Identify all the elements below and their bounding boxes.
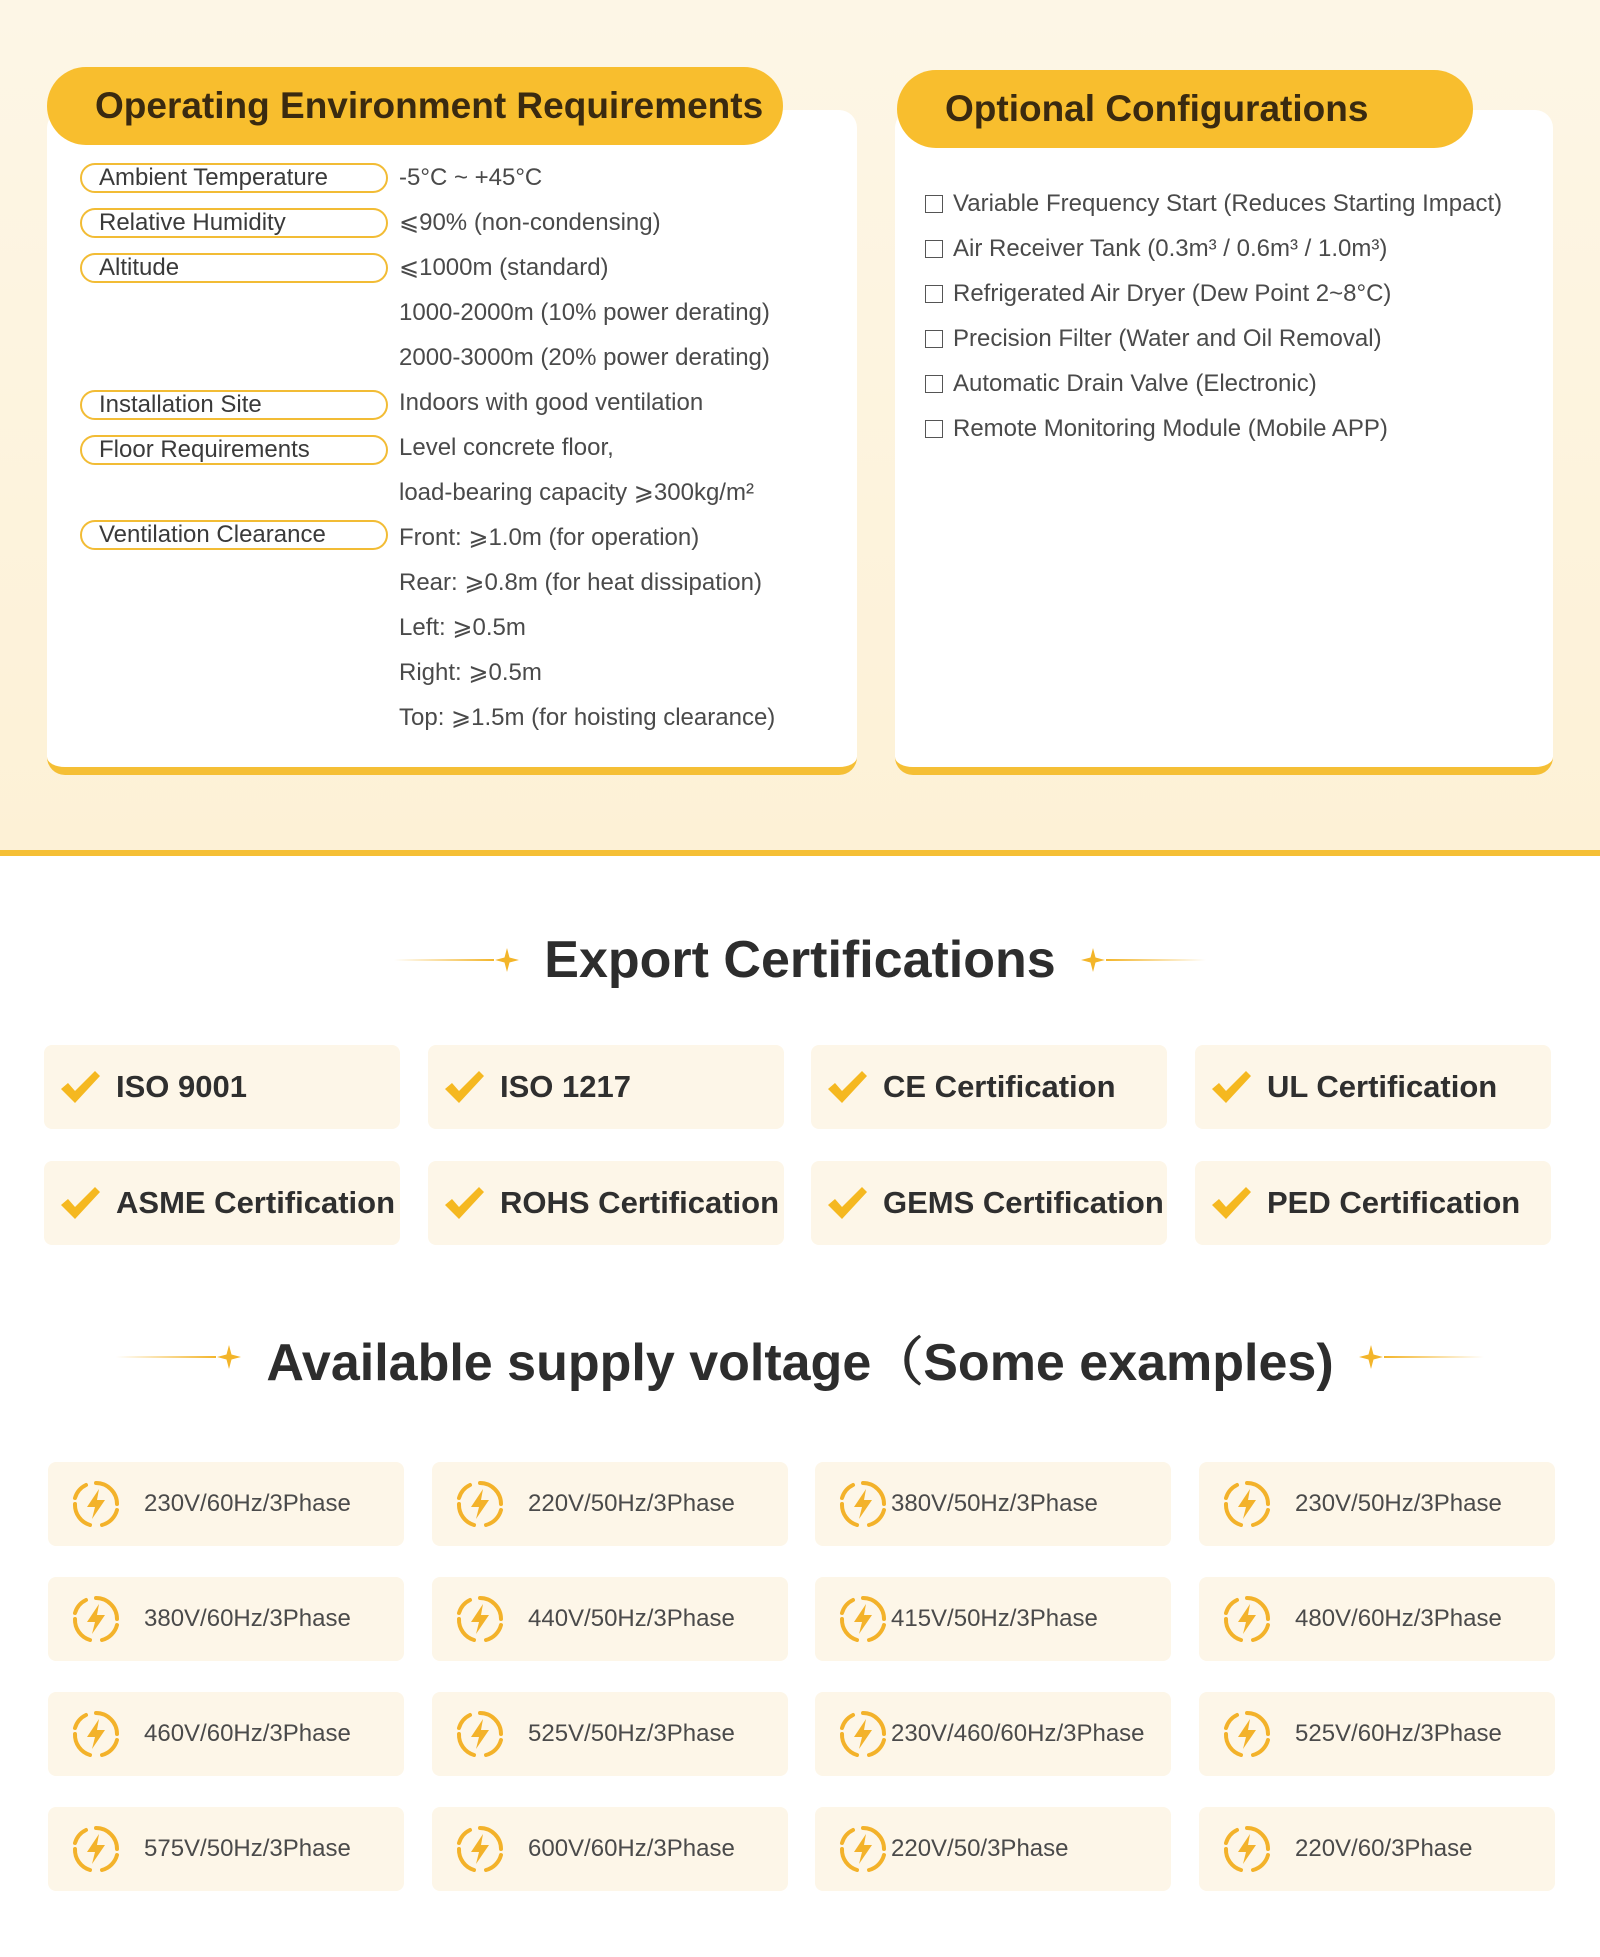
environment-title: Operating Environment Requirements bbox=[47, 67, 783, 145]
voltage-label: 220V/50Hz/3Phase bbox=[528, 1490, 735, 1517]
certifications-title: Export Certifications bbox=[544, 931, 1056, 989]
certification-label: GEMS Certification bbox=[883, 1185, 1164, 1220]
voltage-label: 600V/60Hz/3Phase bbox=[528, 1835, 735, 1862]
lightning-bolt-icon bbox=[839, 1825, 887, 1873]
lightning-bolt-icon bbox=[456, 1825, 504, 1873]
env-value: Left: ⩾0.5m bbox=[399, 614, 526, 641]
voltage-tile bbox=[1199, 1577, 1555, 1661]
voltage-tile bbox=[1199, 1692, 1555, 1776]
voltage-tile bbox=[432, 1692, 788, 1776]
env-label-floor-requirements: Floor Requirements bbox=[80, 435, 388, 465]
certification-label: ROHS Certification bbox=[500, 1185, 780, 1220]
optional-item bbox=[925, 188, 1502, 220]
optional-item bbox=[925, 368, 1317, 400]
voltage-tile bbox=[48, 1807, 404, 1891]
env-label-ambient-temperature: Ambient Temperature bbox=[80, 163, 388, 193]
env-value: load-bearing capacity ⩾300kg/m² bbox=[399, 479, 754, 506]
optional-item-label: Precision Filter (Water and Oil Removal) bbox=[953, 325, 1382, 352]
certification-label: UL Certification bbox=[1267, 1069, 1498, 1104]
voltage-label: 525V/50Hz/3Phase bbox=[528, 1720, 735, 1747]
checkmark-icon bbox=[443, 1069, 485, 1105]
sparkle-icon bbox=[494, 947, 520, 973]
lightning-bolt-icon bbox=[72, 1595, 120, 1643]
certification-tile bbox=[44, 1045, 400, 1129]
checkmark-icon bbox=[443, 1185, 485, 1221]
env-value: 1000-2000m (10% power derating) bbox=[399, 299, 770, 326]
lightning-bolt-icon bbox=[1223, 1825, 1271, 1873]
env-value: Level concrete floor, bbox=[399, 434, 614, 461]
voltage-title: Available supply voltage（Some examples) bbox=[266, 1333, 1334, 1392]
heading-decoration-left bbox=[116, 1344, 242, 1370]
certifications-heading bbox=[0, 925, 1600, 995]
optional-title: Optional Configurations bbox=[897, 70, 1473, 148]
voltage-tile bbox=[432, 1462, 788, 1546]
voltage-tile bbox=[48, 1577, 404, 1661]
checkmark-icon bbox=[1210, 1069, 1252, 1105]
env-label-relative-humidity: Relative Humidity bbox=[80, 208, 388, 238]
optional-item bbox=[925, 278, 1391, 310]
voltage-label: 440V/50Hz/3Phase bbox=[528, 1605, 735, 1632]
voltage-label: 220V/50/3Phase bbox=[891, 1835, 1069, 1862]
checkbox-icon bbox=[925, 240, 943, 258]
voltage-tile bbox=[1199, 1807, 1555, 1891]
voltage-tile bbox=[432, 1577, 788, 1661]
env-value: -5°C ~ +45°C bbox=[399, 164, 543, 191]
optional-item-label: Air Receiver Tank (0.3m³ / 0.6m³ / 1.0m³) bbox=[953, 235, 1388, 262]
voltage-tile bbox=[1199, 1462, 1555, 1546]
certification-label: CE Certification bbox=[883, 1069, 1116, 1104]
voltage-tile bbox=[432, 1807, 788, 1891]
certification-tile bbox=[1195, 1045, 1551, 1129]
certification-label: ISO 1217 bbox=[500, 1069, 631, 1104]
optional-item-label: Automatic Drain Valve (Electronic) bbox=[953, 370, 1317, 397]
lightning-bolt-icon bbox=[456, 1480, 504, 1528]
sparkle-icon bbox=[1358, 1344, 1384, 1370]
optional-item bbox=[925, 233, 1387, 265]
certification-tile bbox=[1195, 1161, 1551, 1245]
lightning-bolt-icon bbox=[839, 1710, 887, 1758]
voltage-tile bbox=[815, 1692, 1171, 1776]
voltage-label: 220V/60/3Phase bbox=[1295, 1835, 1473, 1862]
certification-tile bbox=[428, 1045, 784, 1129]
lightning-bolt-icon bbox=[456, 1710, 504, 1758]
optional-item-label: Refrigerated Air Dryer (Dew Point 2~8°C) bbox=[953, 280, 1392, 307]
lightning-bolt-icon bbox=[1223, 1595, 1271, 1643]
lightning-bolt-icon bbox=[72, 1480, 120, 1528]
heading-decoration-right bbox=[1080, 947, 1206, 973]
voltage-tile bbox=[815, 1462, 1171, 1546]
checkbox-icon bbox=[925, 420, 943, 438]
certification-tile bbox=[811, 1045, 1167, 1129]
env-label-ventilation-clearance: Ventilation Clearance bbox=[80, 520, 388, 550]
heading-decoration-left bbox=[394, 947, 520, 973]
voltage-tile bbox=[48, 1462, 404, 1546]
env-value: Top: ⩾1.5m (for hoisting clearance) bbox=[399, 704, 776, 731]
optional-item-label: Remote Monitoring Module (Mobile APP) bbox=[953, 415, 1388, 442]
voltage-label: 415V/50Hz/3Phase bbox=[891, 1605, 1098, 1632]
checkmark-icon bbox=[826, 1185, 868, 1221]
voltage-label: 380V/50Hz/3Phase bbox=[891, 1490, 1098, 1517]
lightning-bolt-icon bbox=[839, 1480, 887, 1528]
certification-tile bbox=[428, 1161, 784, 1245]
lightning-bolt-icon bbox=[1223, 1480, 1271, 1528]
checkbox-icon bbox=[925, 330, 943, 348]
lightning-bolt-icon bbox=[72, 1825, 120, 1873]
checkmark-icon bbox=[1210, 1185, 1252, 1221]
checkbox-icon bbox=[925, 195, 943, 213]
voltage-tile bbox=[815, 1807, 1171, 1891]
voltage-label: 230V/460/60Hz/3Phase bbox=[891, 1720, 1145, 1747]
voltage-label: 575V/50Hz/3Phase bbox=[144, 1835, 351, 1862]
env-value: Front: ⩾1.0m (for operation) bbox=[399, 524, 700, 551]
checkbox-icon bbox=[925, 375, 943, 393]
lightning-bolt-icon bbox=[72, 1710, 120, 1758]
env-value: Right: ⩾0.5m bbox=[399, 659, 542, 686]
heading-decoration-right bbox=[1358, 1344, 1484, 1370]
optional-item bbox=[925, 413, 1388, 445]
env-label-installation-site: Installation Site bbox=[80, 390, 388, 420]
env-value: ⩽1000m (standard) bbox=[399, 254, 609, 281]
certification-label: PED Certification bbox=[1267, 1185, 1521, 1220]
checkbox-icon bbox=[925, 285, 943, 303]
voltage-label: 230V/60Hz/3Phase bbox=[144, 1490, 351, 1517]
env-value: Indoors with good ventilation bbox=[399, 389, 704, 416]
optional-item-label: Variable Frequency Start (Reduces Starting Impact) bbox=[953, 190, 1503, 217]
voltage-label: 230V/50Hz/3Phase bbox=[1295, 1490, 1502, 1517]
lightning-bolt-icon bbox=[839, 1595, 887, 1643]
voltage-label: 460V/60Hz/3Phase bbox=[144, 1720, 351, 1747]
checkmark-icon bbox=[826, 1069, 868, 1105]
voltage-label: 480V/60Hz/3Phase bbox=[1295, 1605, 1502, 1632]
env-label-altitude: Altitude bbox=[80, 253, 388, 283]
certification-label: ISO 9001 bbox=[116, 1069, 247, 1104]
sparkle-icon bbox=[216, 1344, 242, 1370]
optional-item bbox=[925, 323, 1382, 355]
env-value: ⩽90% (non-condensing) bbox=[399, 209, 661, 236]
voltage-label: 380V/60Hz/3Phase bbox=[144, 1605, 351, 1632]
voltage-label: 525V/60Hz/3Phase bbox=[1295, 1720, 1502, 1747]
sparkle-icon bbox=[1080, 947, 1106, 973]
certification-tile bbox=[44, 1161, 400, 1245]
voltage-tile bbox=[815, 1577, 1171, 1661]
certification-tile bbox=[811, 1161, 1167, 1245]
env-value: 2000-3000m (20% power derating) bbox=[399, 344, 770, 371]
checkmark-icon bbox=[59, 1185, 101, 1221]
checkmark-icon bbox=[59, 1069, 101, 1105]
voltage-heading bbox=[0, 1320, 1600, 1394]
env-value: Rear: ⩾0.8m (for heat dissipation) bbox=[399, 569, 762, 596]
lightning-bolt-icon bbox=[456, 1595, 504, 1643]
lightning-bolt-icon bbox=[1223, 1710, 1271, 1758]
certification-label: ASME Certification bbox=[116, 1185, 396, 1220]
voltage-tile bbox=[48, 1692, 404, 1776]
